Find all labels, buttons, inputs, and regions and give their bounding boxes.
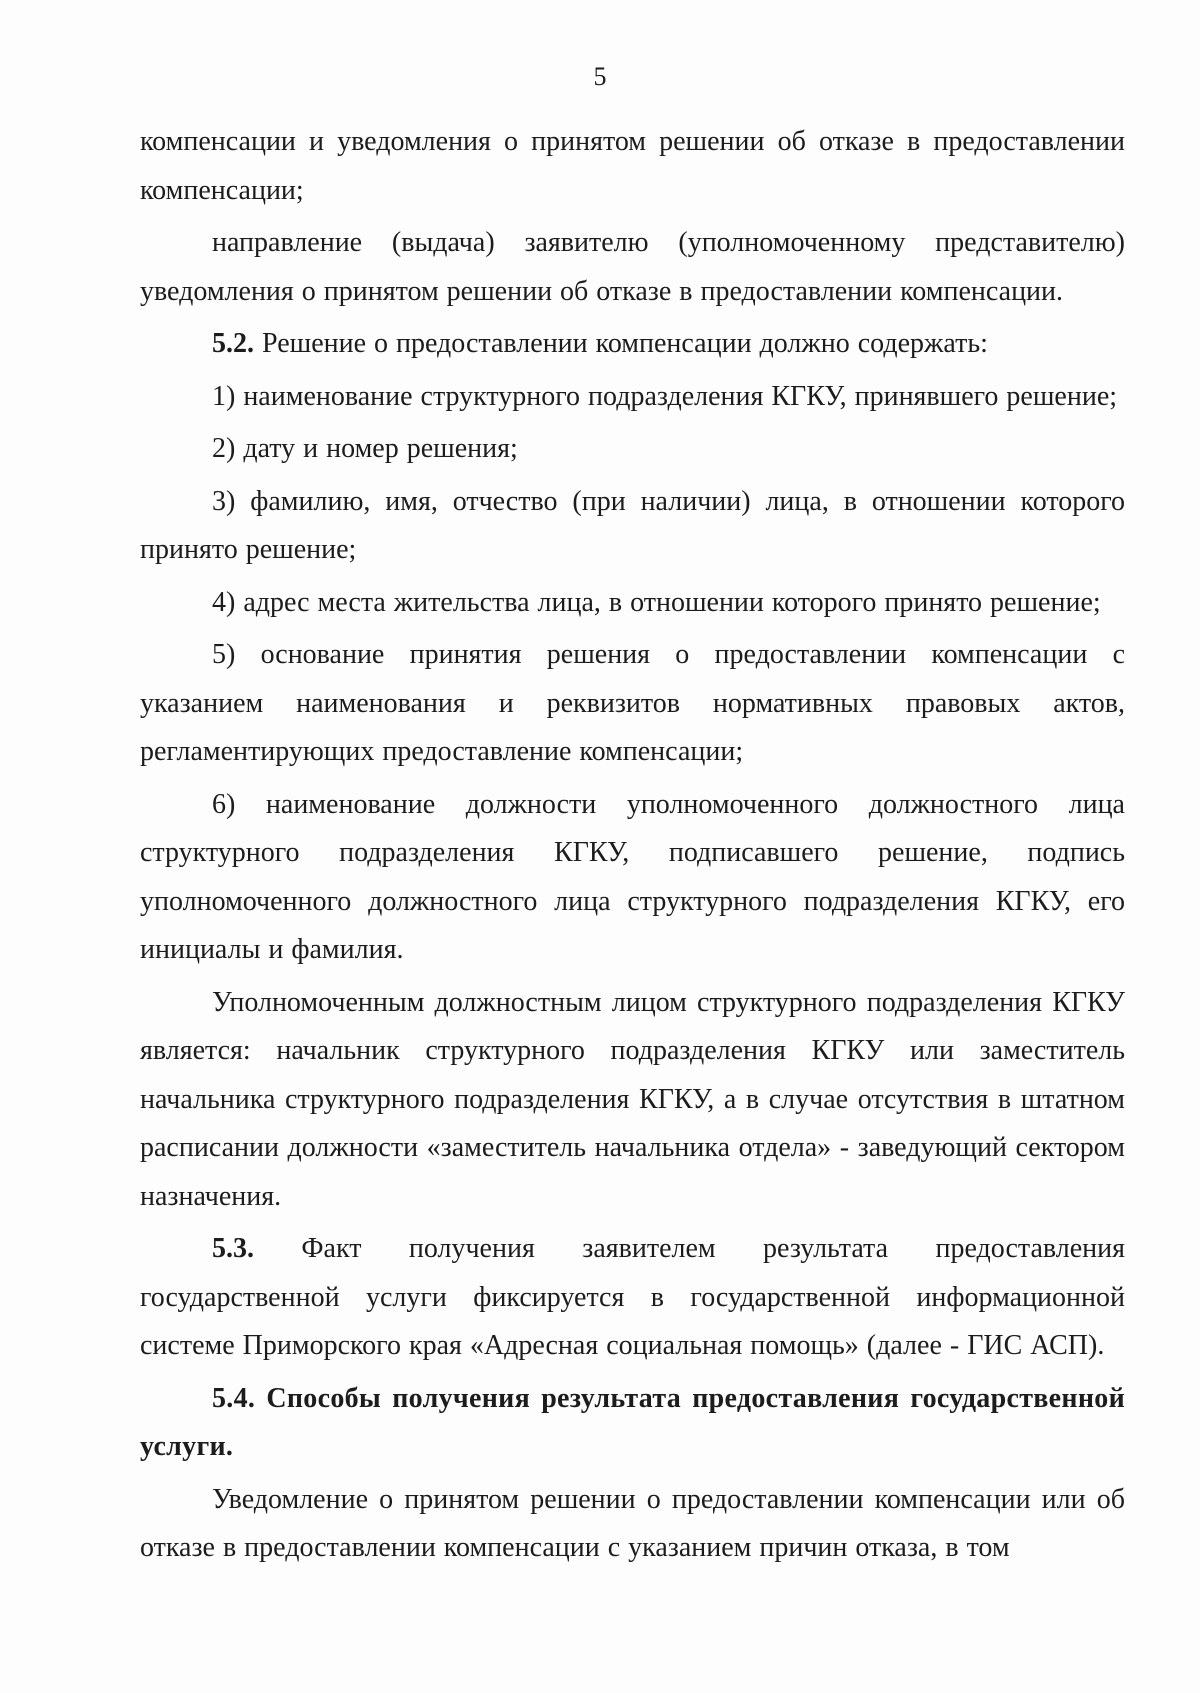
paragraph-authorized-official: Уполномоченным должностным лицом структурного подразделения КГКУ является: начальник структурного подразделения КГКУ или заместитель начальника структурного подразделения КГКУ, а в случае отсутствия в штатном расписании должности «заместитель начальника отдела» - заведующий сектором назначения. (140, 986, 1125, 1212)
paragraph-notice-delivery: направление (выдача) заявителю (уполномоченному представителю) уведомления о принятом решении об отказе в предоставлении компенсации. (140, 227, 1125, 307)
section-5-2-text: Решение о предоставлении компенсации должно содержать: (254, 328, 988, 359)
list-item-4: 4) адрес места жительства лица, в отношении которого принято решение; (212, 586, 1101, 618)
section-5-2-paragraph (140, 320, 1125, 369)
section-5-3-paragraph (140, 1225, 1125, 1371)
list-item-5: 5) основание принятия решения о предоставлении компенсации с указанием наименования и реквизитов нормативных правовых актов, регламентирующих предоставление компенсации; (140, 639, 1125, 767)
list-item-3: 3) фамилию, имя, отчество (при наличии) лица, в отношении которого принято решение; (140, 485, 1125, 565)
document-body (140, 118, 1125, 1577)
section-number-5-3: 5.3. (212, 1233, 254, 1264)
page-number: 5 (593, 62, 607, 91)
section-5-3-text: Факт получения заявителем результата предоставления государственной услуги фиксируется в государственной информационной системе Приморского края «Адресная социальная помощь» (далее - ГИС АСП). (140, 1233, 1125, 1361)
paragraph-notice-continuation: компенсации и уведомления о принятом решении об отказе в предоставлении компенсации; (140, 126, 1125, 206)
list-item-6: 6) наименование должности уполномоченного должностного лица структурного подразделения КГКУ, подписавшего решение, подпись уполномоченного должностного лица структурного подразделения КГКУ, его инициалы и фамилия. (140, 788, 1125, 965)
list-item-1: 1) наименование структурного подразделения КГКУ, принявшего решение; (212, 380, 1118, 412)
section-5-4-heading: 5.4. Способы получения результата предоставления государственной услуги. (140, 1382, 1125, 1462)
section-number-5-2: 5.2. (212, 328, 254, 359)
list-item-2: 2) дату и номер решения; (212, 433, 518, 464)
paragraph-notice-methods: Уведомление о принятом решении о предоставлении компенсации или об отказе в предоставлении компенсации с указанием причин отказа, в том (140, 1483, 1125, 1563)
